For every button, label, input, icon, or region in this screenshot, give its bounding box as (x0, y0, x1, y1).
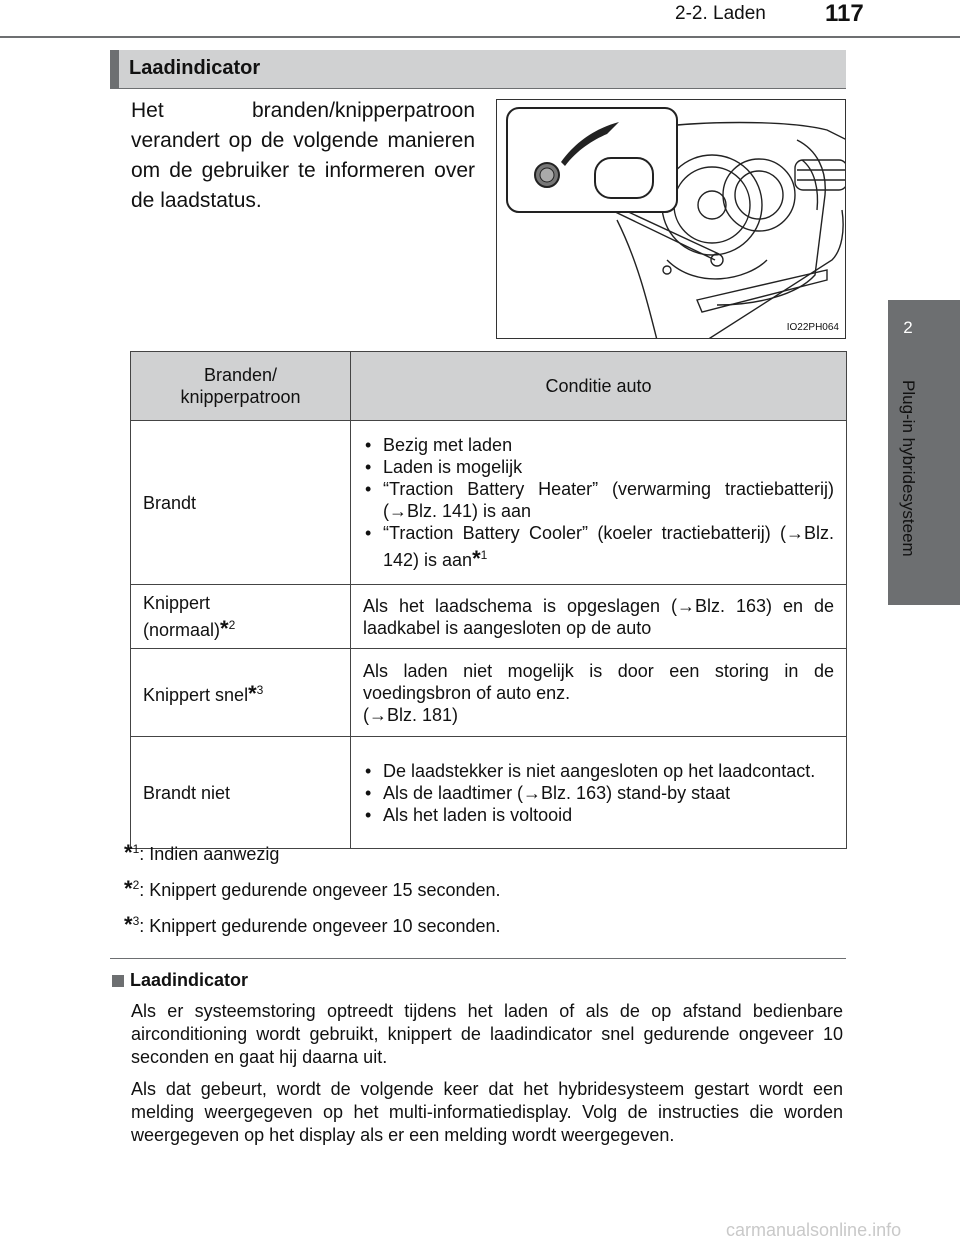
footnote-star: * (220, 616, 229, 641)
list-item: • Bezig met laden (363, 434, 834, 456)
footnote-number: 2 (132, 878, 140, 892)
chapter-label: Plug-in hybridesysteem (899, 380, 918, 557)
condition-text: Als het laadschema is opgeslagen (→Blz. 163) en de laadkabel is aangesloten op de auto (363, 595, 834, 638)
footnote-1 (124, 840, 279, 866)
footnote-text: : Knippert gedurende ongeveer 15 seconden. (139, 880, 501, 900)
paragraph: Als dat gebeurt, wordt de volgende keer dat het hybridesysteem gestart wordt een melding weergegeven op het multi-informatiedisplay. Volg de instructies die worden weergegeven op het display als er een melding wordt weergegeven. (131, 1079, 843, 1145)
subsection-title: Laadindicator (130, 970, 249, 990)
subsection-rule (110, 958, 846, 959)
condition-cell (351, 649, 847, 737)
subsection-square-icon (112, 975, 124, 987)
footnote-star: * (124, 840, 133, 865)
footnote-star: * (472, 546, 481, 571)
chapter-label-wrap (898, 380, 918, 600)
figure-code: IO22PH064 (786, 322, 839, 333)
pattern-cell (131, 585, 351, 649)
table-row (131, 585, 847, 649)
footnote-text: : Indien aanwezig (139, 844, 280, 864)
section-heading-marker (110, 50, 119, 88)
pattern-line2: (normaal) (143, 620, 221, 640)
footnote-ref: 2 (228, 618, 236, 632)
footnote-number: 1 (132, 842, 140, 856)
pattern-text: Knippert snel (143, 685, 249, 705)
list-item: • “Traction Battery Heater” (verwarming tractiebatterij) (→Blz. 141) is aan (363, 478, 834, 522)
page-reference: (→Blz. 181) (363, 704, 459, 725)
footnote-ref: 1 (480, 548, 488, 562)
condition-cell (351, 421, 847, 585)
pattern-cell (131, 649, 351, 737)
watermark: carmanualsonline.info (726, 1220, 902, 1240)
section-header: 2-2. Laden (675, 3, 766, 24)
footnote-number: 3 (132, 914, 140, 928)
condition-cell (351, 737, 847, 849)
header-pattern-line2: knipperpatroon (180, 387, 301, 407)
footnote-star: * (124, 876, 133, 901)
list-item: • Als de laadtimer (→Blz. 163) stand-by staat (363, 782, 834, 804)
paragraph: Als er systeemstoring optreedt tijdens het laden of als de op afstand bedienbare airconditioning wordt gebruikt, knippert de laadindicator snel gedurende ongeveer 10 seconden en gaat hij daarna uit. (131, 1001, 843, 1067)
page-number: 117 (825, 0, 864, 27)
table-row (131, 421, 847, 585)
table-row (131, 649, 847, 737)
table-row (131, 737, 847, 849)
footnote-star: * (248, 681, 257, 706)
condition-cell (351, 585, 847, 649)
header-pattern (131, 352, 351, 421)
footnote-2 (124, 876, 501, 902)
indicator-table (130, 351, 847, 849)
charge-port-illustration (496, 99, 846, 339)
list-item: • Laden is mogelijk (363, 456, 834, 478)
footnote-3 (124, 912, 501, 938)
footnote-star: * (124, 912, 133, 937)
charge-port-drawing (497, 100, 846, 339)
intro-text: Het branden/knipperpatroon verandert op de volgende manieren om de gebruiker te informeren over de laadstatus. (131, 99, 475, 212)
header-rule (0, 36, 960, 38)
pattern-cell: Brandt (131, 421, 351, 585)
footnote-text: : Knippert gedurende ongeveer 10 seconden. (139, 916, 501, 936)
table-header-row (131, 352, 847, 421)
condition-text: Als laden niet mogelijk is door een storing in de voedingsbron of auto enz. (363, 660, 834, 703)
header-pattern-line1: Branden/ (203, 365, 278, 385)
section-rule (110, 88, 846, 89)
footnote-ref: 3 (256, 683, 264, 697)
section-title: Laadindicator (129, 57, 261, 79)
list-item: • De laadstekker is niet aangesloten op het laadcontact. (363, 760, 834, 782)
header-condition: Conditie auto (351, 352, 847, 421)
chapter-number: 2 (903, 318, 913, 337)
list-item (363, 522, 834, 571)
list-item-text: “Traction Battery Cooler” (koeler tractiebatterij) (→Blz. 142) is aan (383, 523, 834, 570)
list-item: • Als het laden is voltooid (363, 804, 834, 826)
pattern-cell: Brandt niet (131, 737, 351, 849)
pattern-line1: Knippert (143, 593, 211, 613)
